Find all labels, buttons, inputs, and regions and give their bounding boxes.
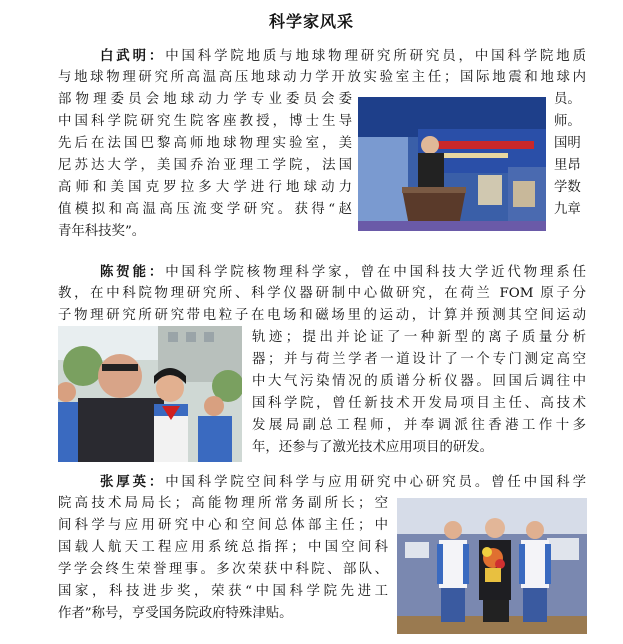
bio-line: 部物理委员会地球动力学专业委员会委 [58, 92, 352, 107]
bio-line: 学数 [554, 180, 581, 195]
bio-line: 轨迹；提出并论证了一种新型的离子质量分析 [252, 330, 586, 345]
scientist-with-students-photo [58, 326, 242, 462]
bio-line: 尼苏达大学，美国乔治亚理工学院，法国 [58, 158, 352, 173]
bio-line: 与地球物理研究所高温高压地球动力学开放实验室主任；国际地震和地球内 [58, 70, 586, 85]
scientist-name: 陈贺能： [100, 264, 166, 280]
bio-line: 值模拟和高温高压流变学研究。获得“赵 [58, 202, 352, 217]
page-title: 科学家风采 [268, 12, 354, 31]
bio-line: 作者”称号，亨受国务院政府特殊津贴。 [58, 606, 293, 621]
bio-line: 青年科技奖”。 [58, 224, 146, 239]
bio-line: 年，还参与了激光技术应用项目的研发。 [252, 440, 494, 455]
bio-line: 九章 [554, 202, 581, 217]
bio-line: 学学会终生荣誉理事。多次荣获中科院、部队、 [58, 562, 388, 577]
bio-line: 里昂 [554, 158, 581, 173]
bio-line: 子物理研究所研究带电粒子在电场和磁场里的运动，计算并预测其空间运动 [58, 308, 586, 323]
bio-line: 间科学与应用研究中心和空间总体部主任；中 [58, 518, 388, 533]
bio-line: 先后在法国巴黎高师地球物理实验室，美 [58, 136, 352, 151]
bio-line: 中国科学院研究生院客座教授，博士生导 [58, 114, 352, 129]
scientist-with-two-students-photo [397, 498, 587, 634]
bio-line: 白武明：中国科学院地质与地球物理研究所研究员，中国科学院地质 [100, 48, 586, 64]
bio-line: 高师和美国克罗拉多大学进行地球动力 [58, 180, 352, 195]
bio-line: 国载人航天工程应用系统总指挥；中国空间科 [58, 540, 388, 555]
bio-line: 国科学院，曾任新技术开发局项目主任、高技术 [252, 396, 586, 411]
bio-line: 陈贺能：中国科学院核物理科学家，曾在中国科技大学近代物理系任 [100, 264, 586, 280]
scientist-name: 张厚英： [100, 474, 166, 490]
bio-line: 员。 [554, 92, 581, 107]
bio-line: 国家，科技进步奖，荣获“中国科学院先进工 [58, 584, 388, 599]
bio-line: 发展局副总工程师，并奉调派往香港工作十多 [252, 418, 586, 433]
bio-line: 器；并与荷兰学者一道设计了一个专门测定高空 [252, 352, 586, 367]
bio-line: 张厚英：中国科学院空间科学与应用研究中心研究员。曾任中国科学 [100, 474, 586, 490]
bio-line: 师。 [554, 114, 581, 129]
bio-line: 中大气污染情况的质谱分析仪器。回国后调往中 [252, 374, 586, 389]
bio-line: 国明 [554, 136, 581, 151]
bio-line: 教，在中科院物理研究所、科学仪器研制中心做研究，在荷兰 FOM 原子分 [58, 286, 586, 301]
scientist-name: 白武明： [100, 48, 166, 64]
bio-line: 院高技术局局长；高能物理所常务副所长；空 [58, 496, 388, 511]
scientist-at-podium-photo [358, 97, 546, 231]
